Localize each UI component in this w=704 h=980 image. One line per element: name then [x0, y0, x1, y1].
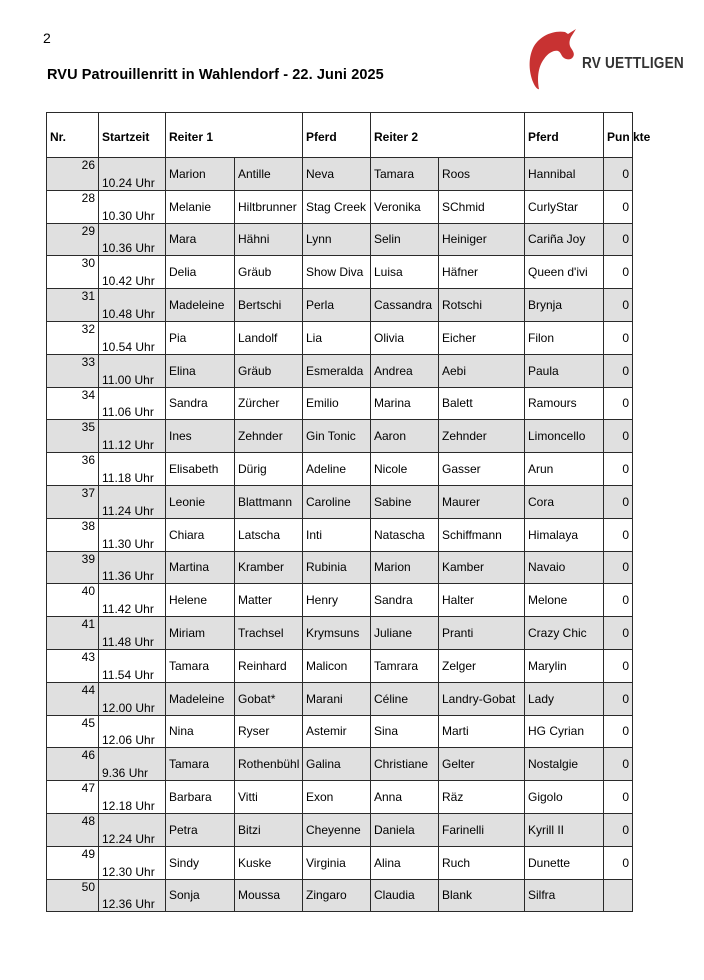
table-row: [47, 223, 633, 256]
cell-rider1-last-name: Ryser: [235, 715, 303, 748]
header-start: Startzeit: [99, 113, 166, 158]
cell-points: 0: [604, 256, 633, 289]
cell-rider1-first-name: Melanie: [166, 190, 235, 223]
cell-horse2: Filon: [525, 321, 604, 354]
table-row: [47, 485, 633, 518]
cell-rider1-last-name: Gräub: [235, 256, 303, 289]
cell-rider1-first-name: Petra: [166, 813, 235, 846]
cell-rider2-last-name: Schiffmann: [439, 518, 525, 551]
cell-horse2: Kyrill II: [525, 813, 604, 846]
cell-horse2: Navaio: [525, 551, 604, 584]
cell-start-time: 11.06 Uhr: [99, 387, 166, 420]
cell-rider2-last-name: Rotschi: [439, 289, 525, 322]
cell-horse2: Paula: [525, 354, 604, 387]
cell-horse1: Exon: [303, 781, 371, 814]
cell-rider1-last-name: Moussa: [235, 879, 303, 912]
cell-rider1-last-name: Reinhard: [235, 649, 303, 682]
table-row: [47, 420, 633, 453]
cell-horse1: Lia: [303, 321, 371, 354]
cell-rider1-last-name: Zehnder: [235, 420, 303, 453]
cell-start-time: 11.12 Uhr: [99, 420, 166, 453]
cell-nr: 36: [47, 453, 99, 486]
cell-nr: 33: [47, 354, 99, 387]
cell-horse1: Henry: [303, 584, 371, 617]
cell-horse1: Lynn: [303, 223, 371, 256]
cell-rider1-first-name: Sonja: [166, 879, 235, 912]
cell-horse2: Melone: [525, 584, 604, 617]
cell-nr: 49: [47, 846, 99, 879]
cell-horse2: Silfra: [525, 879, 604, 912]
table-row: [47, 518, 633, 551]
cell-horse2: Queen d'ivi: [525, 256, 604, 289]
cell-horse2: Brynja: [525, 289, 604, 322]
cell-rider2-last-name: Balett: [439, 387, 525, 420]
table-row: [47, 551, 633, 584]
cell-horse1: Zingaro: [303, 879, 371, 912]
cell-nr: 39: [47, 551, 99, 584]
cell-points: 0: [604, 846, 633, 879]
cell-rider1-first-name: Elisabeth: [166, 453, 235, 486]
cell-start-time: 11.24 Uhr: [99, 485, 166, 518]
cell-rider2-first-name: Claudia: [371, 879, 439, 912]
cell-nr: 48: [47, 813, 99, 846]
cell-nr: 45: [47, 715, 99, 748]
cell-rider1-last-name: Gräub: [235, 354, 303, 387]
cell-points: 0: [604, 617, 633, 650]
cell-rider2-first-name: Christiane: [371, 748, 439, 781]
cell-horse2: Cora: [525, 485, 604, 518]
cell-start-time: 12.06 Uhr: [99, 715, 166, 748]
cell-rider1-first-name: Madeleine: [166, 682, 235, 715]
cell-horse2: Himalaya: [525, 518, 604, 551]
table-row: [47, 289, 633, 322]
cell-points: 0: [604, 158, 633, 191]
cell-horse2: Ramours: [525, 387, 604, 420]
cell-start-time: 12.24 Uhr: [99, 813, 166, 846]
cell-rider2-first-name: Anna: [371, 781, 439, 814]
cell-rider2-first-name: Nicole: [371, 453, 439, 486]
cell-rider2-first-name: Sandra: [371, 584, 439, 617]
cell-points: 0: [604, 813, 633, 846]
cell-rider1-last-name: Rothenbühl: [235, 748, 303, 781]
cell-start-time: 12.00 Uhr: [99, 682, 166, 715]
cell-horse2: Gigolo: [525, 781, 604, 814]
cell-points: 0: [604, 453, 633, 486]
cell-horse1: Virginia: [303, 846, 371, 879]
table-row: [47, 453, 633, 486]
cell-rider2-last-name: Farinelli: [439, 813, 525, 846]
cell-nr: 47: [47, 781, 99, 814]
cell-horse1: Malicon: [303, 649, 371, 682]
cell-nr: 41: [47, 617, 99, 650]
table-row: [47, 387, 633, 420]
cell-rider2-last-name: Eicher: [439, 321, 525, 354]
cell-horse1: Krymsuns: [303, 617, 371, 650]
header-nr: Nr.: [47, 113, 99, 158]
table-row: [47, 256, 633, 289]
cell-nr: 28: [47, 190, 99, 223]
cell-nr: 50: [47, 879, 99, 912]
cell-rider1-first-name: Martina: [166, 551, 235, 584]
horse-head-icon: [527, 26, 583, 94]
cell-nr: 37: [47, 485, 99, 518]
cell-rider2-first-name: Cassandra: [371, 289, 439, 322]
cell-points: 0: [604, 748, 633, 781]
cell-start-time: 11.36 Uhr: [99, 551, 166, 584]
cell-rider2-last-name: Heiniger: [439, 223, 525, 256]
start-list-table: [46, 112, 651, 912]
cell-start-time: 9.36 Uhr: [99, 748, 166, 781]
table-row: [47, 682, 633, 715]
cell-horse2: Crazy Chic: [525, 617, 604, 650]
cell-horse1: Stag Creek: [303, 190, 371, 223]
cell-start-time: 11.30 Uhr: [99, 518, 166, 551]
header-horse2: Pferd: [525, 113, 604, 158]
cell-rider1-first-name: Elina: [166, 354, 235, 387]
cell-horse2: Arun: [525, 453, 604, 486]
cell-rider1-first-name: Helene: [166, 584, 235, 617]
cell-horse2: Hannibal: [525, 158, 604, 191]
cell-rider1-first-name: Nina: [166, 715, 235, 748]
cell-nr: 44: [47, 682, 99, 715]
cell-start-time: 10.54 Uhr: [99, 321, 166, 354]
cell-rider2-first-name: Marion: [371, 551, 439, 584]
cell-horse1: Caroline: [303, 485, 371, 518]
cell-start-time: 10.36 Uhr: [99, 223, 166, 256]
club-logo: [527, 26, 687, 94]
cell-rider1-first-name: Barbara: [166, 781, 235, 814]
cell-nr: 32: [47, 321, 99, 354]
cell-start-time: 12.36 Uhr: [99, 879, 166, 912]
cell-rider2-last-name: Zehnder: [439, 420, 525, 453]
cell-rider2-last-name: SChmid: [439, 190, 525, 223]
cell-horse2: Limoncello: [525, 420, 604, 453]
cell-start-time: 12.18 Uhr: [99, 781, 166, 814]
table-row: [47, 354, 633, 387]
table-row: [47, 879, 633, 912]
cell-rider2-last-name: Aebi: [439, 354, 525, 387]
cell-points: 0: [604, 551, 633, 584]
cell-horse2: Nostalgie: [525, 748, 604, 781]
cell-points: 0: [604, 321, 633, 354]
cell-rider2-last-name: Ruch: [439, 846, 525, 879]
cell-rider2-last-name: Roos: [439, 158, 525, 191]
cell-start-time: 11.54 Uhr: [99, 649, 166, 682]
cell-horse2: CurlyStar: [525, 190, 604, 223]
cell-rider1-last-name: Kuske: [235, 846, 303, 879]
cell-rider2-first-name: Luisa: [371, 256, 439, 289]
cell-points: 0: [604, 387, 633, 420]
cell-rider2-first-name: Daniela: [371, 813, 439, 846]
table-row: [47, 190, 633, 223]
cell-nr: 34: [47, 387, 99, 420]
table-row: [47, 649, 633, 682]
cell-start-time: 10.30 Uhr: [99, 190, 166, 223]
cell-nr: 43: [47, 649, 99, 682]
cell-nr: 26: [47, 158, 99, 191]
cell-rider1-first-name: Ines: [166, 420, 235, 453]
cell-horse1: Emilio: [303, 387, 371, 420]
cell-points: 0: [604, 649, 633, 682]
cell-rider1-last-name: Zürcher: [235, 387, 303, 420]
cell-horse2: Marylin: [525, 649, 604, 682]
cell-horse2: HG Cyrian: [525, 715, 604, 748]
cell-rider2-first-name: Céline: [371, 682, 439, 715]
cell-rider2-last-name: Marti: [439, 715, 525, 748]
cell-rider1-first-name: Mara: [166, 223, 235, 256]
table-row: [47, 748, 633, 781]
cell-rider2-last-name: Halter: [439, 584, 525, 617]
cell-horse1: Gin Tonic: [303, 420, 371, 453]
cell-start-time: 11.00 Uhr: [99, 354, 166, 387]
cell-rider1-first-name: Leonie: [166, 485, 235, 518]
cell-points: 0: [604, 354, 633, 387]
table-row: [47, 321, 633, 354]
cell-horse1: Neva: [303, 158, 371, 191]
cell-horse1: Esmeralda: [303, 354, 371, 387]
cell-rider2-last-name: Blank: [439, 879, 525, 912]
table-row: [47, 813, 633, 846]
header-rider1: Reiter 1: [166, 113, 303, 158]
cell-rider1-last-name: Latscha: [235, 518, 303, 551]
header-rider2: Reiter 2: [371, 113, 525, 158]
cell-nr: 35: [47, 420, 99, 453]
cell-points: 0: [604, 584, 633, 617]
cell-rider1-last-name: Blattmann: [235, 485, 303, 518]
cell-points: 0: [604, 518, 633, 551]
cell-rider1-first-name: Madeleine: [166, 289, 235, 322]
cell-horse1: Cheyenne: [303, 813, 371, 846]
document-title: RVU Patrouillenritt in Wahlendorf - 22. Juni 2025: [47, 67, 384, 83]
table-row: [47, 617, 633, 650]
cell-rider1-first-name: Delia: [166, 256, 235, 289]
cell-rider1-first-name: Sandra: [166, 387, 235, 420]
cell-start-time: 10.48 Uhr: [99, 289, 166, 322]
cell-rider2-last-name: Gasser: [439, 453, 525, 486]
cell-horse1: Rubinia: [303, 551, 371, 584]
cell-points: 0: [604, 223, 633, 256]
cell-rider1-last-name: Bertschi: [235, 289, 303, 322]
cell-points: 0: [604, 420, 633, 453]
cell-rider2-first-name: Sina: [371, 715, 439, 748]
cell-rider2-last-name: Kamber: [439, 551, 525, 584]
table-row: [47, 158, 633, 191]
table-row: [47, 846, 633, 879]
table-row: [47, 781, 633, 814]
cell-rider2-first-name: Sabine: [371, 485, 439, 518]
cell-rider1-last-name: Matter: [235, 584, 303, 617]
cell-rider1-last-name: Landolf: [235, 321, 303, 354]
cell-rider1-last-name: Trachsel: [235, 617, 303, 650]
cell-horse1: Show Diva: [303, 256, 371, 289]
cell-points: 0: [604, 190, 633, 223]
cell-horse1: Inti: [303, 518, 371, 551]
cell-rider2-last-name: Gelter: [439, 748, 525, 781]
cell-rider2-first-name: Marina: [371, 387, 439, 420]
cell-points: [604, 879, 633, 912]
cell-horse2: Lady: [525, 682, 604, 715]
cell-nr: 46: [47, 748, 99, 781]
cell-rider2-last-name: Pranti: [439, 617, 525, 650]
header-horse1: Pferd: [303, 113, 371, 158]
cell-rider2-first-name: Andrea: [371, 354, 439, 387]
cell-rider1-last-name: Gobat*: [235, 682, 303, 715]
cell-rider2-last-name: Räz: [439, 781, 525, 814]
logo-text: RV UETTLIGEN: [582, 55, 684, 72]
cell-rider1-first-name: Pia: [166, 321, 235, 354]
cell-rider1-last-name: Vitti: [235, 781, 303, 814]
cell-nr: 40: [47, 584, 99, 617]
cell-rider1-first-name: Miriam: [166, 617, 235, 650]
cell-rider1-last-name: Bitzi: [235, 813, 303, 846]
cell-nr: 31: [47, 289, 99, 322]
cell-rider1-first-name: Sindy: [166, 846, 235, 879]
cell-horse1: Perla: [303, 289, 371, 322]
cell-rider2-last-name: Maurer: [439, 485, 525, 518]
table-row: [47, 715, 633, 748]
cell-rider1-last-name: Kramber: [235, 551, 303, 584]
cell-rider1-last-name: Dürig: [235, 453, 303, 486]
cell-horse2: Cariña Joy: [525, 223, 604, 256]
cell-rider1-last-name: Hähni: [235, 223, 303, 256]
cell-rider1-first-name: Tamara: [166, 649, 235, 682]
cell-start-time: 11.48 Uhr: [99, 617, 166, 650]
cell-start-time: 11.42 Uhr: [99, 584, 166, 617]
cell-rider2-first-name: Veronika: [371, 190, 439, 223]
cell-rider2-first-name: Tamrara: [371, 649, 439, 682]
cell-rider1-first-name: Marion: [166, 158, 235, 191]
cell-nr: 29: [47, 223, 99, 256]
cell-nr: 38: [47, 518, 99, 551]
cell-rider2-first-name: Selin: [371, 223, 439, 256]
cell-points: 0: [604, 715, 633, 748]
cell-points: 0: [604, 289, 633, 322]
cell-horse1: Galina: [303, 748, 371, 781]
page-number: 2: [43, 30, 51, 46]
cell-start-time: 11.18 Uhr: [99, 453, 166, 486]
header-row: [47, 113, 633, 158]
cell-rider2-last-name: Zelger: [439, 649, 525, 682]
cell-rider2-last-name: Landry-Gobat: [439, 682, 525, 715]
cell-rider1-first-name: Chiara: [166, 518, 235, 551]
cell-horse1: Marani: [303, 682, 371, 715]
cell-rider2-last-name: Häfner: [439, 256, 525, 289]
cell-start-time: 10.42 Uhr: [99, 256, 166, 289]
cell-rider2-first-name: Tamara: [371, 158, 439, 191]
cell-horse1: Astemir: [303, 715, 371, 748]
table-row: [47, 584, 633, 617]
cell-points: 0: [604, 485, 633, 518]
cell-rider2-first-name: Natascha: [371, 518, 439, 551]
cell-points: 0: [604, 781, 633, 814]
cell-rider1-first-name: Tamara: [166, 748, 235, 781]
cell-points: 0: [604, 682, 633, 715]
cell-rider2-first-name: Juliane: [371, 617, 439, 650]
cell-rider1-last-name: Antille: [235, 158, 303, 191]
cell-start-time: 10.24 Uhr: [99, 158, 166, 191]
cell-rider2-first-name: Alina: [371, 846, 439, 879]
cell-horse2: Dunette: [525, 846, 604, 879]
cell-start-time: 12.30 Uhr: [99, 846, 166, 879]
cell-rider1-last-name: Hiltbrunner: [235, 190, 303, 223]
cell-nr: 30: [47, 256, 99, 289]
header-points: Pun kte: [604, 113, 633, 158]
cell-rider2-first-name: Olivia: [371, 321, 439, 354]
cell-horse1: Adeline: [303, 453, 371, 486]
cell-rider2-first-name: Aaron: [371, 420, 439, 453]
